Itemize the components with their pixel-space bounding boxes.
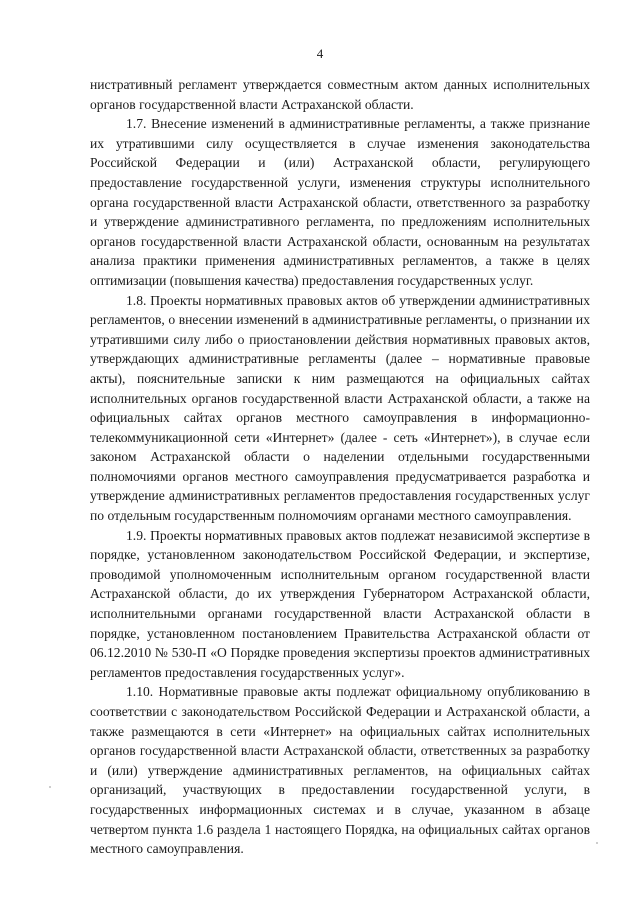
paragraph-1-10: 1.10. Нормативные правовые акты подлежат официальному опубликованию в соответствии с законодательством Российской Федерации и Астраханской области, а также размещаются в сети «Интернет» на официальных сайтах исполнительных органов государственной власти Астраханской области, ответственных за разработку и (или) утверждение административных регламентов, на официальных сайтах организаций, участвующих в предоставлении государственной услуги, в государственных информационных системах и в случае, указанном в абзаце четвертом пункта 1.6 раздела 1 настоящего Порядка, на официальных сайтах органов местного самоуправления.: [90, 684, 590, 857]
scan-speck: [596, 842, 598, 844]
paragraph-1-8: 1.8. Проекты нормативных правовых актов об утверждении административных регламентов, о внесении изменений в административные регламенты, о признании их утратившими силу либо о приостановлении действия нормативных правовых актов, утверждающих административные регламенты (далее – нормативные правовые акты), пояснительные записки к ним размещаются на официальных сайтах исполнительных органов государственной власти Астраханской области, а также на официальных сайтах органов местного самоуправления в информационно-телекоммуникационной сети «Интернет» (далее - сеть «Интернет»), в случае если законом Астраханской области о наделении отдельными государственными полномочиями органов местного самоуправления предусматривается разработка и утверждение административных регламентов предоставления государственных услуг по отдельным государственным полномочиям органами местного самоуправления.: [90, 292, 590, 524]
paragraph-continuation: нистративный регламент утверждается совместным актом данных исполнительных органов государственной власти Астраханской области.: [90, 77, 590, 112]
document-body: [90, 75, 590, 859]
paragraph-1-7: 1.7. Внесение изменений в административные регламенты, а также признание их утратившими силу осуществляется в случае изменения законодательства Российской Федерации и (или) Астраханской области, регулирующего предоставление государственной услуги, изменения структуры исполнительного органа государственной власти Астраханской области, ответственного за разработку и утверждение административного регламента, по предложениям исполнительных органов государственной власти Астраханской области, основанным на результатах анализа практики применения административных регламентов, а также в целях оптимизации (повышения качества) предоставления государственных услуг.: [90, 116, 590, 288]
scan-speck: [49, 786, 51, 788]
page-number: 4: [316, 46, 324, 61]
paragraph-1-9: 1.9. Проекты нормативных правовых актов подлежат независимой экспертизе в порядке, установленном законодательством Российской Федерации, и экспертизе, проводимой уполномоченным исполнительным органом государственной власти Астраханской области, до их утверждения Губернатором Астраханской области, исполнительными органами государственной власти Астраханской области в порядке, установленном постановлением Правительства Астраханской области от 06.12.2010 № 530-П «О Порядке проведения экспертизы проектов административных регламентов предоставления государственных услуг».: [90, 527, 590, 680]
